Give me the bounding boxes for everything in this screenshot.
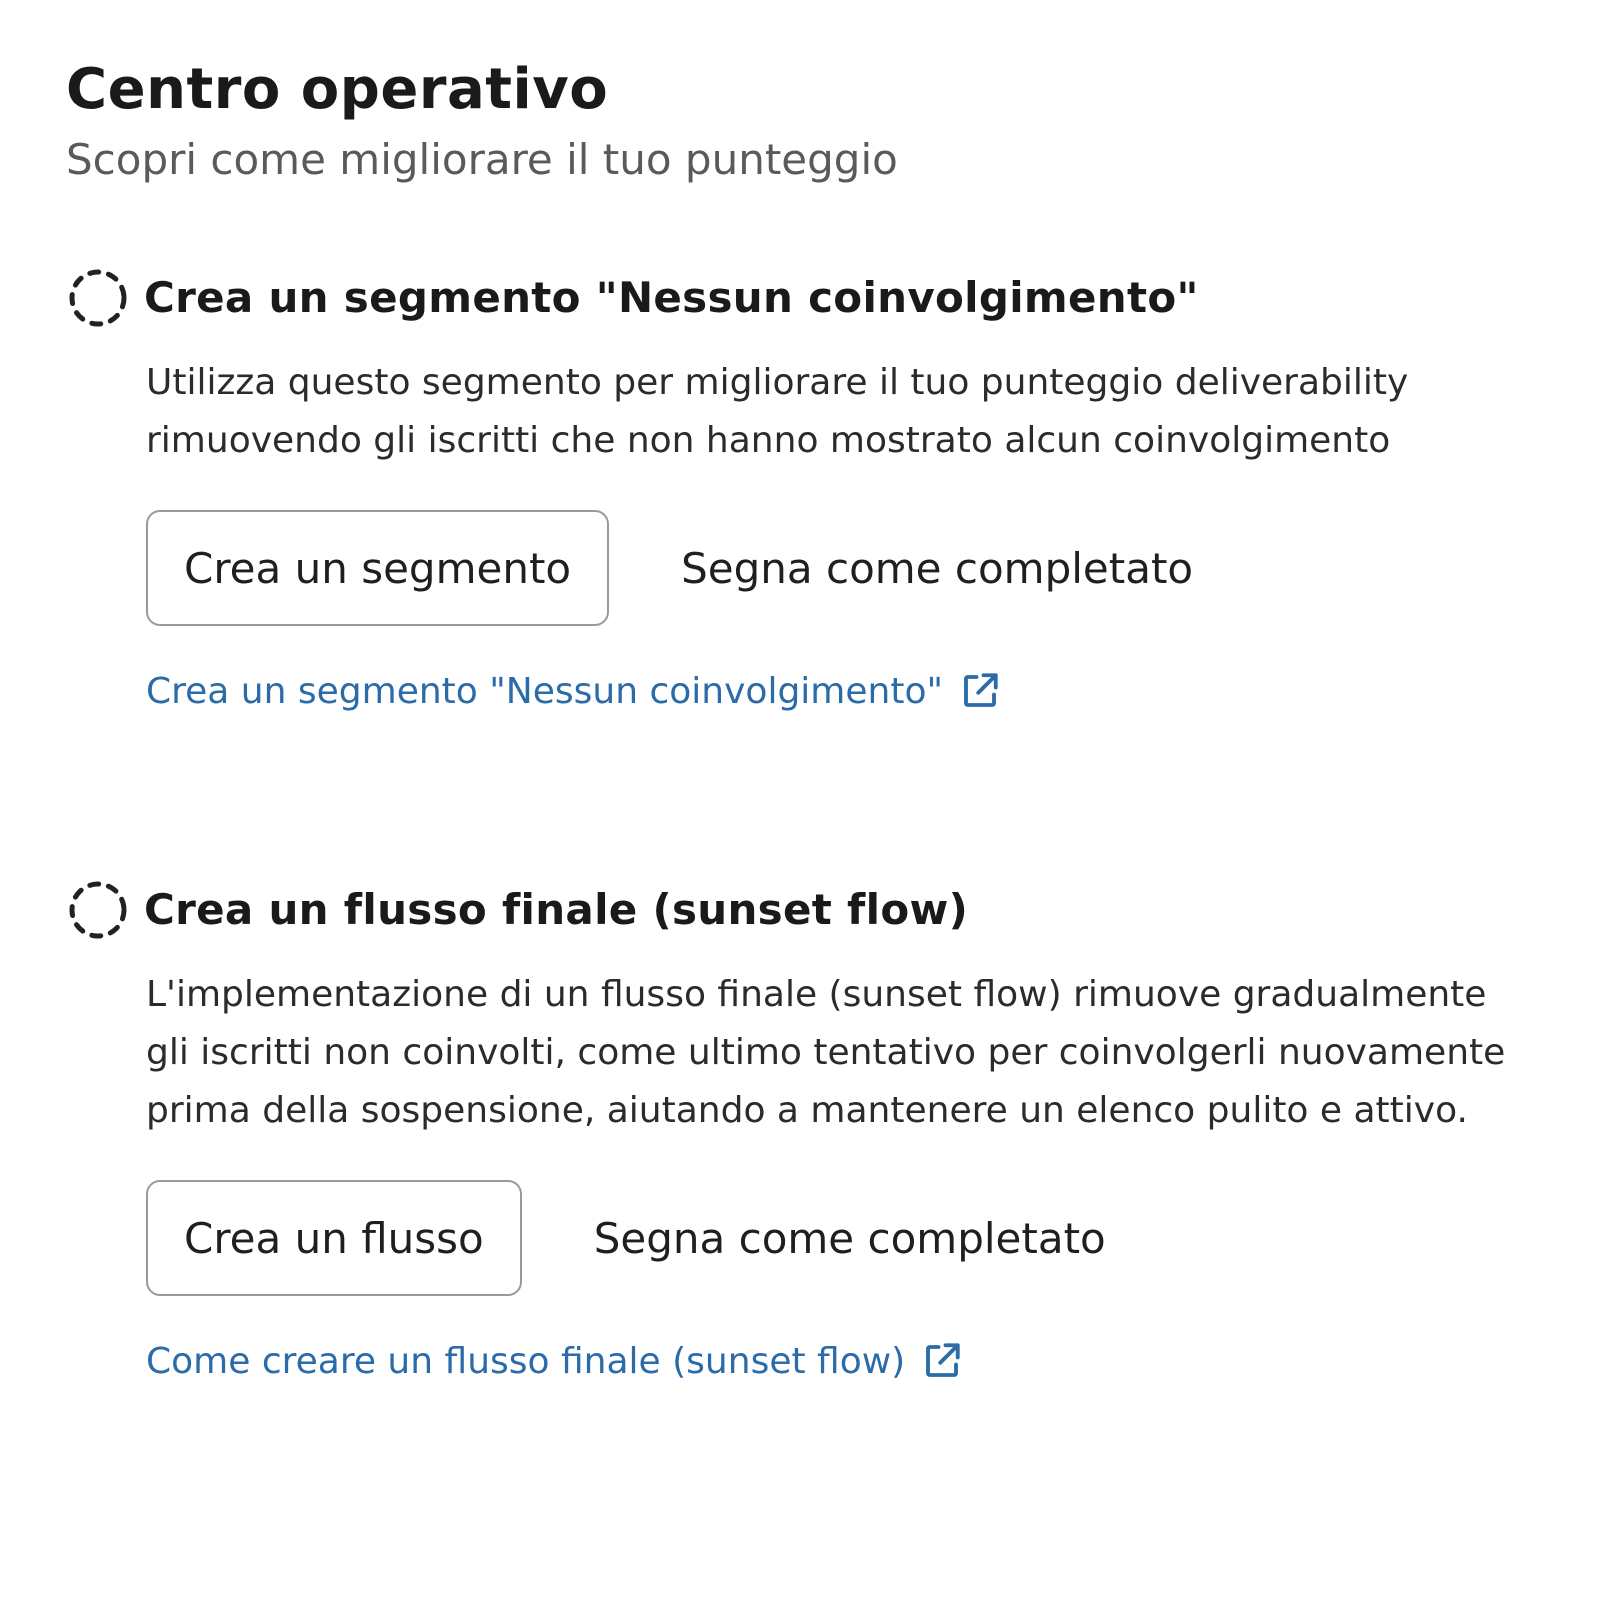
- task-actions: [146, 1180, 1536, 1296]
- external-link-icon: [921, 1340, 963, 1382]
- task-no-engagement-segment: [66, 262, 1536, 712]
- page-title: Centro operativo: [66, 57, 609, 122]
- create-flow-button[interactable]: Crea un flusso: [146, 1180, 522, 1296]
- task-description: L'implementazione di un flusso finale (sunset flow) rimuove gradualmente gli iscritti non coinvolti, come ultimo tentativo per coinvolgerli nuovamente prima della sospensione, aiutando a mantenere un elenco pulito e attivo.: [146, 974, 1506, 1131]
- mark-complete-button[interactable]: Segna come completato: [593, 1213, 1106, 1263]
- task-sunset-flow: [66, 874, 1536, 1382]
- task-title: Crea un flusso finale (sunset flow): [144, 885, 969, 934]
- task-title: Crea un segmento "Nessun coinvolgimento": [144, 273, 1199, 322]
- help-link[interactable]: [146, 1340, 963, 1382]
- task-header: [66, 262, 1536, 334]
- mark-complete-button[interactable]: Segna come completato: [681, 543, 1194, 593]
- task-actions: [146, 510, 1536, 626]
- help-link-label: Come creare un flusso finale (sunset flow): [146, 1340, 906, 1382]
- create-segment-button[interactable]: Crea un segmento: [146, 510, 609, 626]
- action-center-panel: [66, 52, 1536, 1382]
- task-header: [66, 874, 1536, 946]
- help-link[interactable]: [146, 670, 1001, 712]
- external-link-icon: [959, 670, 1001, 712]
- task-description: Utilizza questo segmento per migliorare il tuo punteggio deliverability rimuovendo gli iscritti che non hanno mostrato alcun coinvolgimento: [146, 362, 1409, 461]
- dashed-circle-icon: [68, 268, 128, 328]
- dashed-circle-icon: [68, 880, 128, 940]
- help-link-label: Crea un segmento "Nessun coinvolgimento": [146, 670, 944, 712]
- page-subtitle: Scopri come migliorare il tuo punteggio: [66, 135, 898, 184]
